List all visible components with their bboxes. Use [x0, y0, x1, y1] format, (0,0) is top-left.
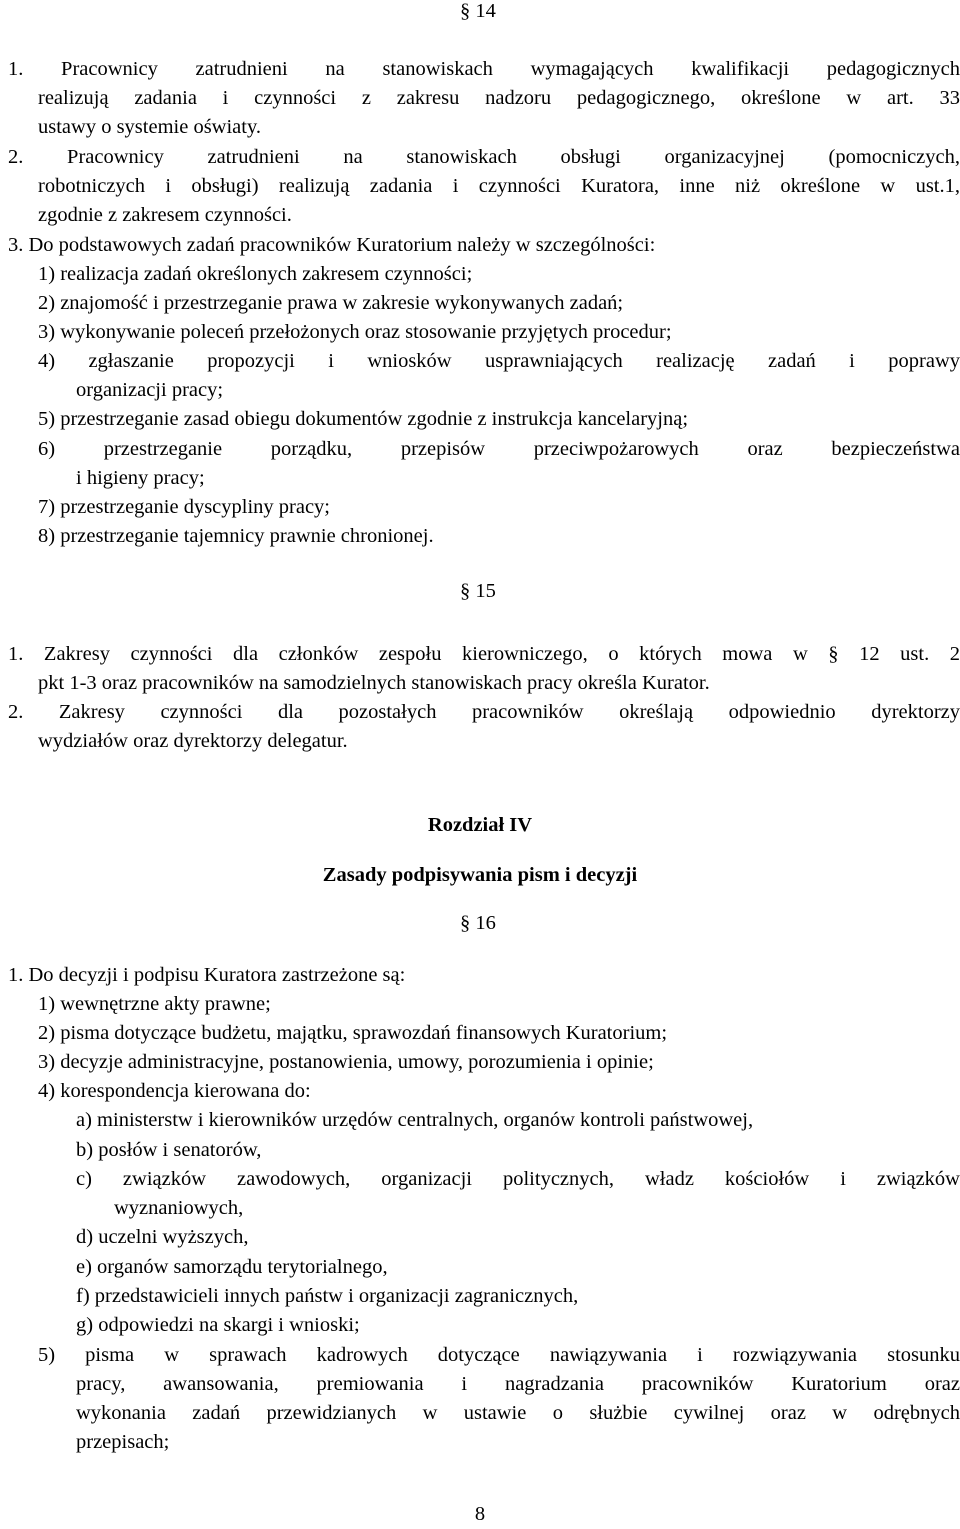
s14-item-6-cont: i higieny pracy; [76, 467, 205, 489]
page-number: 8 [474, 1503, 486, 1525]
s14-item-4: 4) zgłaszanie propozycji i wniosków usprawniających realizację zadań i poprawy [38, 350, 960, 372]
s14-p1-line3: ustawy o systemie oświaty. [38, 116, 262, 138]
section-number: 14 [475, 0, 496, 22]
section-symbol: § [460, 0, 471, 22]
s14-p1-line1: 1. Pracownicy zatrudnieni na stanowiskach wymagających kwalifikacji pedagogicznych [8, 58, 960, 80]
s16-item-3: 3) decyzje administracyjne, postanowienia, umowy, porozumienia i opinie; [38, 1051, 654, 1073]
s14-p2-line3: zgodnie z zakresem czynności. [38, 204, 292, 226]
s14-p1-line2: realizują zadania i czynności z zakresu nadzoru pedagogicznego, określone w art. 33 [38, 87, 960, 109]
s16-p1: 1. Do decyzji i podpisu Kuratora zastrzeżone są: [8, 964, 406, 986]
s14-p2-line2: robotniczych i obsługi) realizują zadania i czynności Kuratora, inne niż określone w ust.1, [38, 175, 960, 197]
section-heading-14 [460, 0, 496, 23]
s14-item-2: 2) znajomość i przestrzeganie prawa w zakresie wykonywanych zadań; [38, 292, 624, 314]
s14-item-6: 6) przestrzeganie porządku, przepisów przeciwpożarowych oraz bezpieczeństwa [38, 438, 960, 460]
s16-subitem-c: c) związków zawodowych, organizacji politycznych, władz kościołów i związków [76, 1168, 960, 1190]
s16-subitem-d: d) uczelni wyższych, [76, 1226, 249, 1248]
s14-item-1: 1) realizacja zadań określonych zakresem czynności; [38, 263, 473, 285]
s14-item-8: 8) przestrzeganie tajemnicy prawnie chronionej. [38, 525, 434, 547]
chapter-subtitle: Zasady podpisywania pism i decyzji [322, 864, 638, 886]
s15-p1-line1: 1. Zakresy czynności dla członków zespołu kierowniczego, o których mowa w § 12 ust. 2 [8, 643, 960, 665]
s16-item-4: 4) korespondencja kierowana do: [38, 1080, 311, 1102]
s16-item-1: 1) wewnętrzne akty prawne; [38, 993, 271, 1015]
s15-p2-line2: wydziałów oraz dyrektorzy delegatur. [38, 730, 348, 752]
s16-subitem-f: f) przedstawicieli innych państw i organizacji zagranicznych, [76, 1285, 579, 1307]
s15-p2-line1: 2. Zakresy czynności dla pozostałych pracowników określają odpowiednio dyrektorzy [8, 701, 960, 723]
s14-item-5: 5) przestrzeganie zasad obiegu dokumentów zgodnie z instrukcja kancelaryjną; [38, 408, 689, 430]
chapter-title: Rozdział IV [427, 814, 533, 836]
s14-item-3: 3) wykonywanie poleceń przełożonych oraz stosowanie przyjętych procedur; [38, 321, 672, 343]
section-symbol: § [460, 912, 471, 934]
section-number: 16 [475, 912, 496, 934]
s16-item-5-line3: wykonania zadań przewidzianych w ustawie o służbie cywilnej oraz w odrębnych [76, 1402, 960, 1424]
s16-subitem-b: b) posłów i senatorów, [76, 1139, 262, 1161]
s16-subitem-g: g) odpowiedzi na skargi i wnioski; [76, 1314, 360, 1336]
s16-item-5-line2: pracy, awansowania, premiowania i nagradzania pracowników Kuratorium oraz [76, 1373, 960, 1395]
section-heading-16 [460, 912, 496, 935]
s14-p2-line1: 2. Pracownicy zatrudnieni na stanowiskach obsługi organizacyjnej (pomocniczych, [8, 146, 960, 168]
section-heading-15 [460, 580, 496, 603]
s16-item-5-line1: 5) pisma w sprawach kadrowych dotyczące nawiązywania i rozwiązywania stosunku [38, 1344, 960, 1366]
s14-item-4-cont: organizacji pracy; [76, 379, 224, 401]
s16-item-5-line4: przepisach; [76, 1431, 170, 1453]
s16-subitem-a: a) ministerstw i kierowników urzędów centralnych, organów kontroli państwowej, [76, 1109, 754, 1131]
s15-p1-line2: pkt 1-3 oraz pracowników na samodzielnych stanowiskach pracy określa Kurator. [38, 672, 710, 694]
s16-subitem-c-cont: wyznaniowych, [114, 1197, 244, 1219]
s16-subitem-e: e) organów samorządu terytorialnego, [76, 1256, 388, 1278]
s14-p3: 3. Do podstawowych zadań pracowników Kuratorium należy w szczególności: [8, 234, 656, 256]
section-number: 15 [475, 580, 496, 602]
s14-item-7: 7) przestrzeganie dyscypliny pracy; [38, 496, 331, 518]
s16-item-2: 2) pisma dotyczące budżetu, majątku, sprawozdań finansowych Kuratorium; [38, 1022, 668, 1044]
section-symbol: § [460, 580, 471, 602]
